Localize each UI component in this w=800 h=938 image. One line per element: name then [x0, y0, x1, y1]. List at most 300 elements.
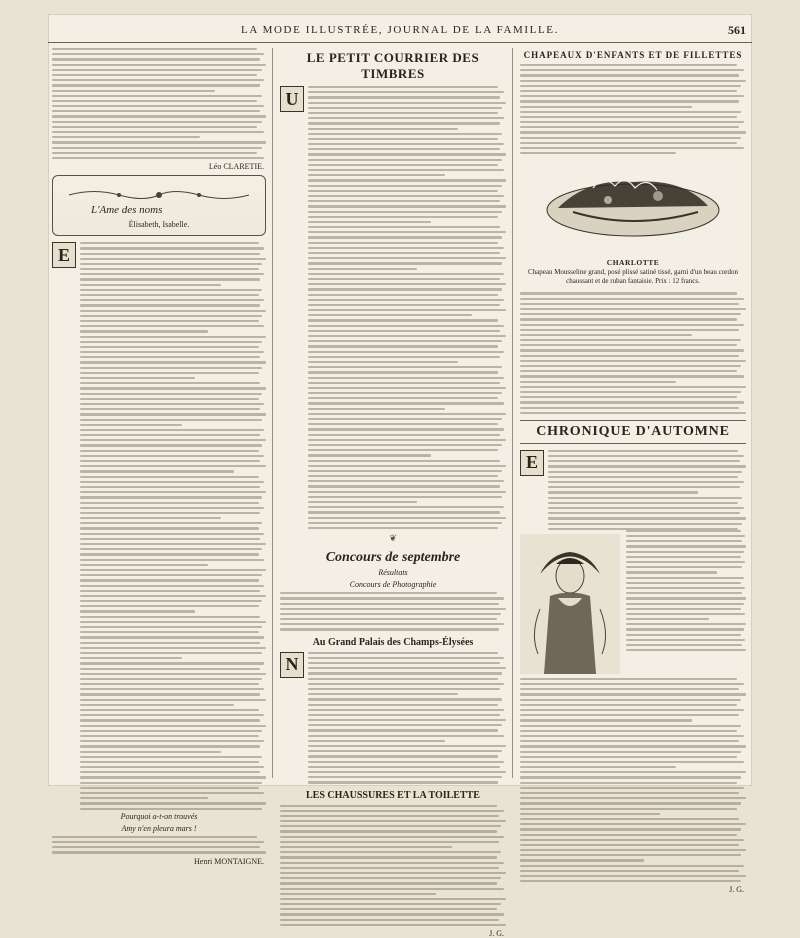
text-line [520, 880, 741, 882]
text-line [520, 313, 741, 315]
text-line [308, 496, 502, 498]
text-line [280, 628, 499, 630]
text-line [80, 631, 259, 633]
text-line [308, 262, 502, 264]
text-line [80, 787, 259, 789]
text-line [280, 846, 452, 848]
text-line [80, 268, 259, 270]
verse-line-1: Pourquoi a-t-on trouvés [120, 811, 198, 821]
text-line [52, 152, 257, 154]
text-line [80, 253, 260, 255]
text-line [308, 242, 498, 244]
text-line [80, 776, 266, 778]
text-line [80, 336, 266, 338]
text-line [80, 491, 266, 493]
text-line [308, 485, 500, 487]
text-line [80, 792, 264, 794]
text-line [80, 610, 195, 612]
text-line [80, 808, 262, 810]
text-line [280, 903, 501, 905]
text-line [520, 106, 692, 108]
text-line [308, 683, 504, 685]
newspaper-page [48, 14, 752, 938]
text-line [80, 284, 221, 286]
text-line [308, 319, 498, 321]
text-line [52, 110, 260, 112]
text-line [548, 481, 744, 483]
text-line [280, 618, 497, 620]
text-line [308, 96, 500, 98]
text-line [280, 597, 504, 599]
chaussures-title: LES CHAUSSURES ET LA TOILETTE [306, 789, 480, 801]
text-line [80, 579, 259, 581]
text-line [626, 613, 745, 615]
text-line [520, 116, 737, 118]
text-line [520, 80, 746, 82]
text-line [280, 898, 506, 900]
text-line [520, 355, 739, 357]
text-line [626, 561, 745, 563]
text-line [626, 644, 742, 646]
text-line [520, 412, 746, 414]
drop-cap: U [280, 86, 304, 112]
text-line [80, 382, 260, 384]
text-line [308, 761, 504, 763]
text-line [308, 247, 504, 249]
text-line [520, 782, 737, 784]
text-line [308, 465, 506, 467]
text-line [308, 288, 502, 290]
text-line [52, 136, 200, 138]
text-line [520, 828, 741, 830]
text-line [308, 159, 502, 161]
text-line [308, 735, 504, 737]
text-line [80, 258, 266, 260]
section-title-timbres: LE PETIT COURRIER DES TIMBRES [306, 50, 480, 81]
text-line [626, 530, 741, 532]
text-line [308, 335, 506, 337]
text-line [308, 345, 498, 347]
text-line [308, 745, 506, 747]
text-line [280, 919, 499, 921]
text-line [308, 667, 506, 669]
text-line [52, 84, 260, 86]
text-line [52, 141, 266, 143]
text-line [626, 571, 717, 573]
text-block [548, 450, 746, 530]
text-line [80, 439, 266, 441]
column-divider-2 [512, 48, 513, 778]
text-line [80, 668, 260, 670]
text-line [80, 486, 260, 488]
text-line [308, 356, 500, 358]
text-line [80, 704, 234, 706]
text-line [80, 247, 264, 249]
text-line [280, 877, 501, 879]
text-line [548, 476, 738, 478]
text-line [308, 771, 506, 773]
text-line [308, 719, 506, 721]
text-line [52, 100, 257, 102]
text-line [626, 603, 744, 605]
text-line [80, 569, 266, 571]
text-line [52, 95, 262, 97]
text-line [520, 152, 676, 154]
text-line [308, 377, 504, 379]
text-line [80, 605, 259, 607]
text-line [308, 729, 498, 731]
text-line [520, 344, 737, 346]
text-line [520, 704, 737, 706]
text-line [520, 85, 741, 87]
text-block [520, 678, 746, 883]
text-line [80, 688, 264, 690]
text-line [520, 834, 737, 836]
text-line [308, 366, 502, 368]
text-line [52, 105, 264, 107]
text-line [548, 507, 744, 509]
text-line [520, 339, 741, 341]
text-line [80, 470, 234, 472]
column-divider-1 [272, 48, 273, 778]
text-line [80, 450, 259, 452]
text-line [520, 714, 739, 716]
text-line [308, 652, 498, 654]
text-line [520, 745, 746, 747]
text-block [52, 836, 266, 854]
text-line [80, 730, 262, 732]
text-line [520, 121, 744, 123]
text-line [80, 652, 262, 654]
text-line [280, 815, 499, 817]
text-line [52, 841, 264, 843]
text-line [52, 147, 262, 149]
text-line [548, 517, 746, 519]
text-line [308, 662, 500, 664]
text-line [520, 370, 737, 372]
text-line [80, 657, 182, 659]
text-line [308, 221, 431, 223]
text-line [80, 559, 264, 561]
text-line [80, 460, 260, 462]
hat-caption-line: Chapeau Mousseline grand, posé plissé satiné tissé, garni d'un beau cordon chaussant et de ruban fantaisie. Prix : 12 francs. [527, 268, 739, 286]
text-line [52, 131, 264, 133]
text-line [80, 683, 259, 685]
text-line [80, 533, 264, 535]
text-line [308, 138, 498, 140]
text-line [308, 678, 498, 680]
text-line [520, 95, 744, 97]
text-line [80, 517, 221, 519]
text-line [308, 211, 502, 213]
text-line [520, 808, 737, 810]
text-line [308, 517, 506, 519]
text-line [80, 771, 260, 773]
text-line [280, 851, 501, 853]
text-block [626, 530, 746, 652]
text-line [80, 590, 260, 592]
text-line [308, 371, 498, 373]
text-line [80, 574, 262, 576]
text-line [308, 236, 502, 238]
text-line [308, 216, 498, 218]
text-line [80, 693, 260, 695]
text-line [80, 377, 195, 379]
text-line [520, 854, 741, 856]
text-line [308, 174, 445, 176]
text-line [520, 839, 744, 841]
text-block [520, 292, 746, 414]
text-line [520, 693, 746, 695]
text-block [308, 652, 506, 784]
text-line [80, 797, 208, 799]
text-line [80, 289, 262, 291]
column-3 [520, 48, 746, 895]
text-line [308, 169, 504, 171]
text-line [80, 408, 260, 410]
journal-title: LA MODE ILLUSTRÉE, JOURNAL DE LA FAMILLE. [241, 24, 559, 36]
text-line [520, 751, 741, 753]
text-line [520, 100, 739, 102]
text-line [52, 69, 262, 71]
text-line [308, 351, 504, 353]
header-rule [48, 42, 752, 43]
text-line [520, 756, 737, 758]
text-line [308, 185, 502, 187]
text-block [80, 242, 266, 810]
text-line [80, 320, 259, 322]
text-line [80, 522, 262, 524]
text-line [520, 142, 737, 144]
text-line [308, 657, 504, 659]
text-line [80, 725, 266, 727]
text-line [308, 470, 502, 472]
text-line [520, 360, 746, 362]
text-line [308, 252, 500, 254]
text-line [52, 846, 260, 848]
text-line [80, 263, 262, 265]
text-line [548, 465, 746, 467]
text-line [308, 698, 502, 700]
text-line [626, 551, 744, 553]
text-line [520, 709, 744, 711]
text-line [308, 325, 504, 327]
text-line [80, 621, 266, 623]
text-line [280, 882, 497, 884]
text-line [308, 491, 506, 493]
drop-cap: N [280, 652, 304, 678]
text-line [80, 325, 264, 327]
text-line [80, 361, 266, 363]
text-line [520, 391, 741, 393]
text-line [52, 851, 266, 853]
signature-montaigne: Henri MONTAIGNE. [193, 856, 264, 866]
text-line [280, 924, 506, 926]
text-line [308, 511, 500, 513]
text-line [308, 86, 498, 88]
text-line [80, 782, 262, 784]
text-line [308, 506, 504, 508]
grand-palais-title: Au Grand Palais des Champs-Élysées [312, 636, 474, 648]
text-line [52, 58, 260, 60]
text-line [626, 592, 742, 594]
text-line [308, 454, 431, 456]
text-line [80, 444, 262, 446]
text-line [80, 429, 264, 431]
text-line [520, 74, 739, 76]
text-line [80, 756, 262, 758]
fleuron-divider-icon: ❦ [389, 533, 397, 544]
text-line [80, 455, 264, 457]
text-line [520, 678, 737, 680]
text-line [52, 79, 264, 81]
text-line [548, 523, 742, 525]
text-line [520, 818, 739, 820]
text-line [80, 346, 259, 348]
text-line [80, 398, 259, 400]
text-line [308, 304, 500, 306]
text-line [308, 501, 417, 503]
text-line [626, 587, 745, 589]
text-line [52, 74, 257, 76]
text-line [80, 372, 259, 374]
text-line [308, 480, 504, 482]
article-subtitle: Élisabeth, Isabelle. [128, 220, 190, 230]
text-line [308, 724, 502, 726]
text-line [280, 862, 504, 864]
text-line [520, 401, 744, 403]
text-line [280, 608, 506, 610]
text-line [308, 392, 502, 394]
text-line [80, 413, 266, 415]
text-line [626, 597, 746, 599]
text-line [520, 761, 744, 763]
text-line [80, 543, 266, 545]
text-line [80, 242, 259, 244]
text-line [280, 592, 497, 594]
text-line [548, 460, 740, 462]
text-line [520, 318, 737, 320]
text-line [80, 802, 266, 804]
text-line [308, 740, 445, 742]
concours-title: Concours de septembre [325, 550, 461, 566]
text-line [626, 545, 746, 547]
text-line [520, 859, 644, 861]
text-block [52, 48, 266, 159]
text-line [520, 64, 737, 66]
text-line [520, 766, 676, 768]
signature-col3: J. G. [729, 885, 744, 895]
text-line [520, 787, 744, 789]
text-line [80, 356, 260, 358]
text-line [520, 303, 739, 305]
text-line [52, 126, 257, 128]
text-line [520, 365, 741, 367]
text-line [308, 117, 504, 119]
text-block [520, 64, 746, 154]
text-line [308, 418, 502, 420]
text-line [80, 419, 262, 421]
text-line [80, 626, 262, 628]
text-line [80, 740, 264, 742]
text-line [80, 527, 259, 529]
text-line [52, 121, 262, 123]
column-1 [52, 48, 266, 866]
text-line [626, 566, 742, 568]
text-line [308, 672, 502, 674]
text-line [80, 735, 259, 737]
text-line [280, 856, 497, 858]
text-line [80, 595, 266, 597]
text-line [308, 309, 506, 311]
text-line [548, 471, 742, 473]
text-line [80, 662, 264, 664]
text-line [80, 636, 264, 638]
text-line [80, 678, 262, 680]
text-line [520, 870, 739, 872]
text-line [80, 434, 260, 436]
text-line [80, 393, 262, 395]
text-line [520, 865, 744, 867]
text-line [280, 913, 504, 915]
signature-claretie: Léo CLARETIE. [208, 162, 264, 172]
text-line [308, 382, 500, 384]
text-line [308, 755, 498, 757]
text-line [80, 766, 264, 768]
text-line [80, 751, 221, 753]
text-line [80, 585, 264, 587]
text-line [308, 387, 506, 389]
verse-line-2: Amy n'en pleura mars ! [121, 823, 197, 833]
signature-col2: J. G. [489, 929, 504, 938]
text-line [308, 107, 502, 109]
text-line [80, 564, 208, 566]
text-line [626, 639, 745, 641]
text-line [308, 340, 502, 342]
text-line [308, 91, 504, 93]
text-line [520, 823, 746, 825]
text-line [52, 836, 257, 838]
page-number: 561 [728, 22, 746, 37]
text-line [80, 745, 260, 747]
text-line [520, 396, 737, 398]
text-line [80, 341, 262, 343]
text-line [80, 600, 262, 602]
text-line [626, 649, 746, 651]
text-line [626, 535, 745, 537]
text-line [52, 115, 266, 117]
text-line [520, 349, 744, 351]
text-line [520, 849, 746, 851]
text-line [520, 386, 746, 388]
text-line [80, 553, 259, 555]
text-line [308, 361, 458, 363]
text-line [308, 231, 506, 233]
text-line [520, 735, 744, 737]
text-line [308, 413, 506, 415]
text-line [520, 683, 744, 685]
text-line [308, 693, 458, 695]
hat-caption-name: CHARLOTTE [606, 258, 660, 268]
text-line [308, 195, 504, 197]
text-block [280, 805, 506, 927]
text-line [520, 111, 741, 113]
text-line [520, 875, 746, 877]
text-line [308, 153, 506, 155]
text-line [626, 582, 741, 584]
text-line [308, 143, 504, 145]
text-line [548, 502, 738, 504]
